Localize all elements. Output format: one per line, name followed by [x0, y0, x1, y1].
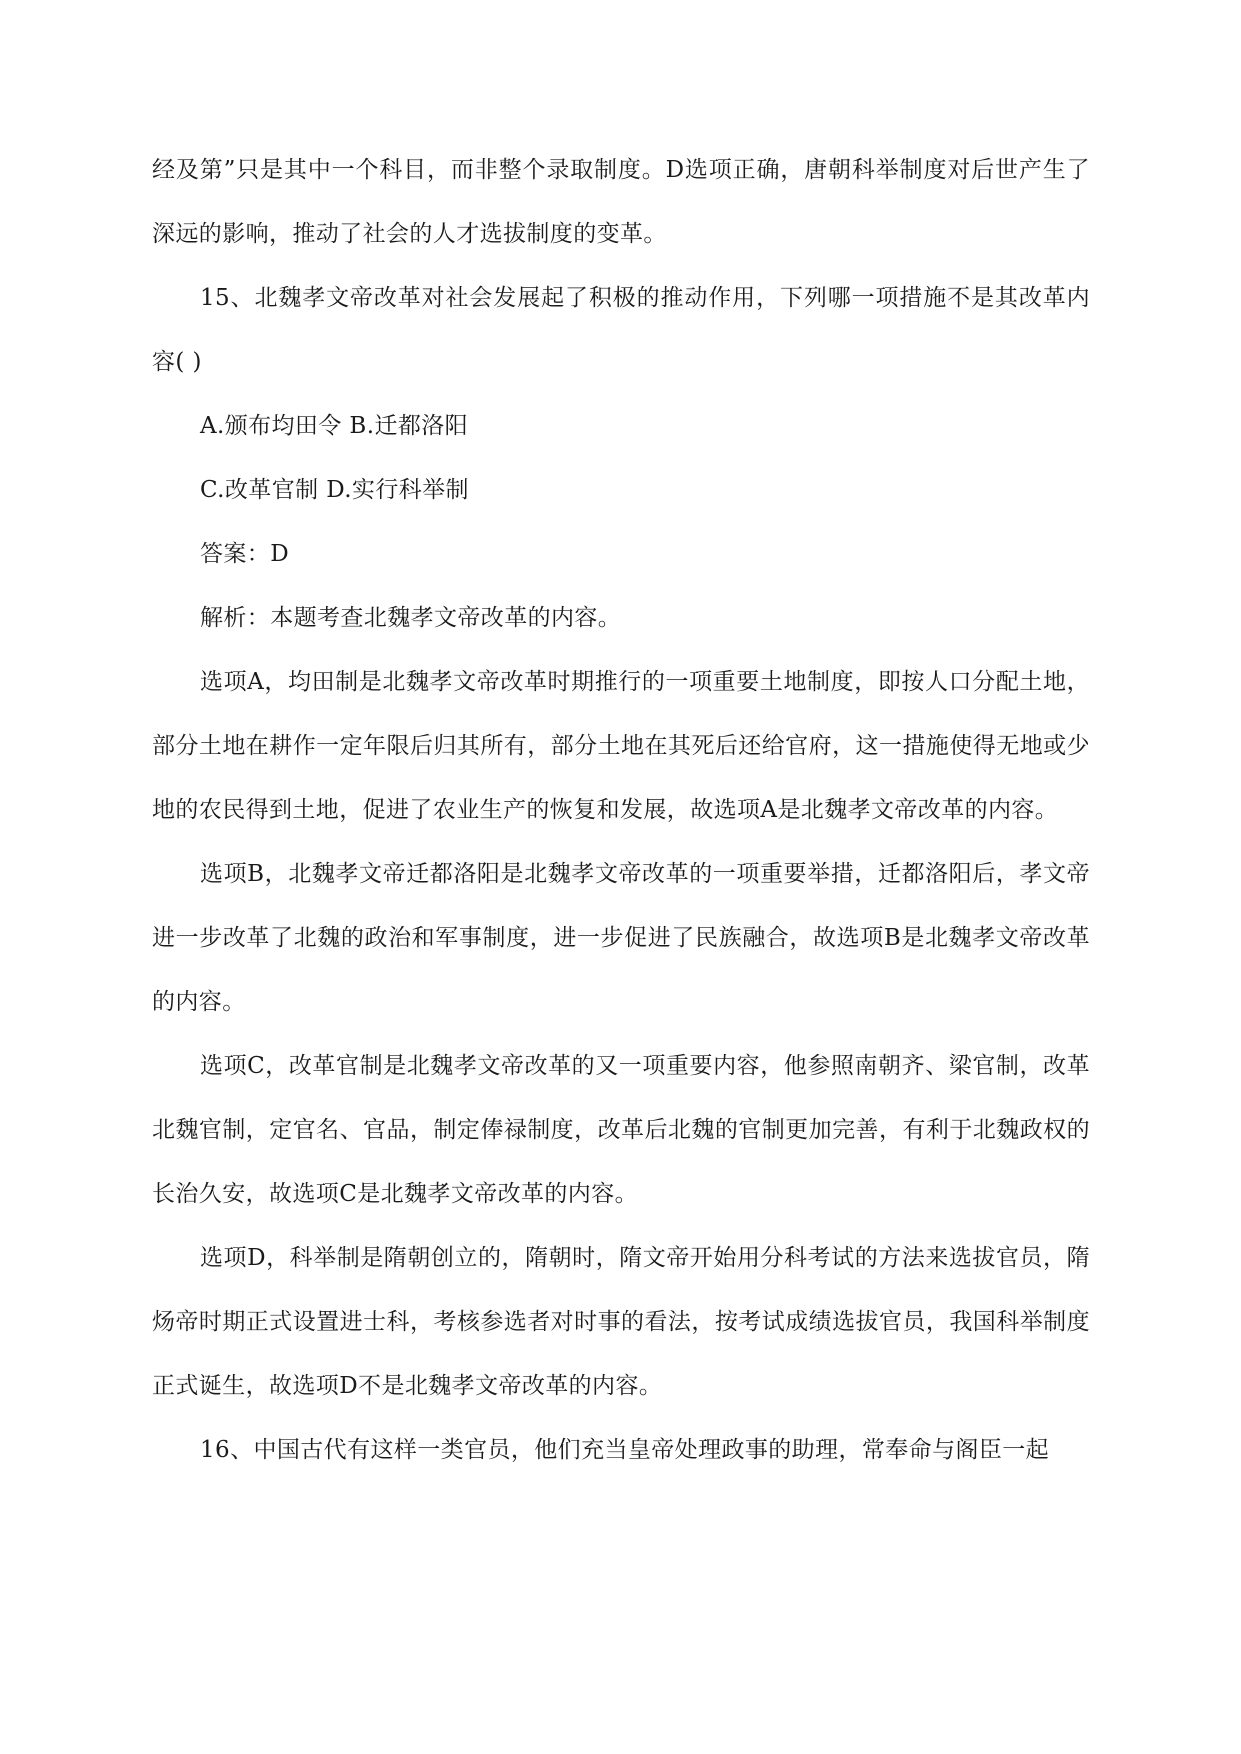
question-15-analysis: 解析：本题考查北魏孝文帝改革的内容。 [200, 605, 622, 631]
question-15-answer: 答案：D [200, 541, 290, 567]
question-15-option-d-explanation: 选项D，科举制是隋朝创立的，隋朝时，隋文帝开始用分科考试的方法来选拔官员，隋炀帝时期正式设置进士科，考核参选者对时事的看法，按考试成绩选拔官员，我国科举制度正式诞生，故选项D不是北魏孝文帝改革的内容。 [152, 1245, 1090, 1399]
question-15-options-ab: A.颁布均田令 B.迁都洛阳 [200, 413, 469, 439]
question-15-option-c-explanation: 选项C，改革官制是北魏孝文帝改革的又一项重要内容，他参照南朝齐、梁官制，改革北魏官制，定官名、官品，制定俸禄制度，改革后北魏的官制更加完善，有利于北魏政权的长治久安，故选项C是北魏孝文帝改革的内容。 [152, 1053, 1090, 1207]
question-15-option-b-explanation: 选项B，北魏孝文帝迁都洛阳是北魏孝文帝改革的一项重要举措，迁都洛阳后，孝文帝进一步改革了北魏的政治和军事制度，进一步促进了民族融合，故选项B是北魏孝文帝改革的内容。 [152, 861, 1090, 1015]
question-15-options-cd: C.改革官制 D.实行科举制 [200, 477, 469, 503]
document-body [152, 138, 1090, 1482]
question-15-stem: 15、北魏孝文帝改革对社会发展起了积极的推动作用，下列哪一项措施不是其改革内容( ) [152, 285, 1090, 375]
paragraph-continuation: 经及第”只是其中一个科目，而非整个录取制度。D选项正确，唐朝科举制度对后世产生了深远的影响，推动了社会的人才选拔制度的变革。 [152, 157, 1090, 247]
question-16-stem: 16、中国古代有这样一类官员，他们充当皇帝处理政事的助理，常奉命与阁臣一起 [200, 1437, 1050, 1463]
question-15-option-a-explanation: 选项A，均田制是北魏孝文帝改革时期推行的一项重要土地制度，即按人口分配土地，部分土地在耕作一定年限后归其所有，部分土地在其死后还给官府，这一措施使得无地或少地的农民得到土地，促进了农业生产的恢复和发展，故选项A是北魏孝文帝改革的内容。 [152, 669, 1090, 823]
